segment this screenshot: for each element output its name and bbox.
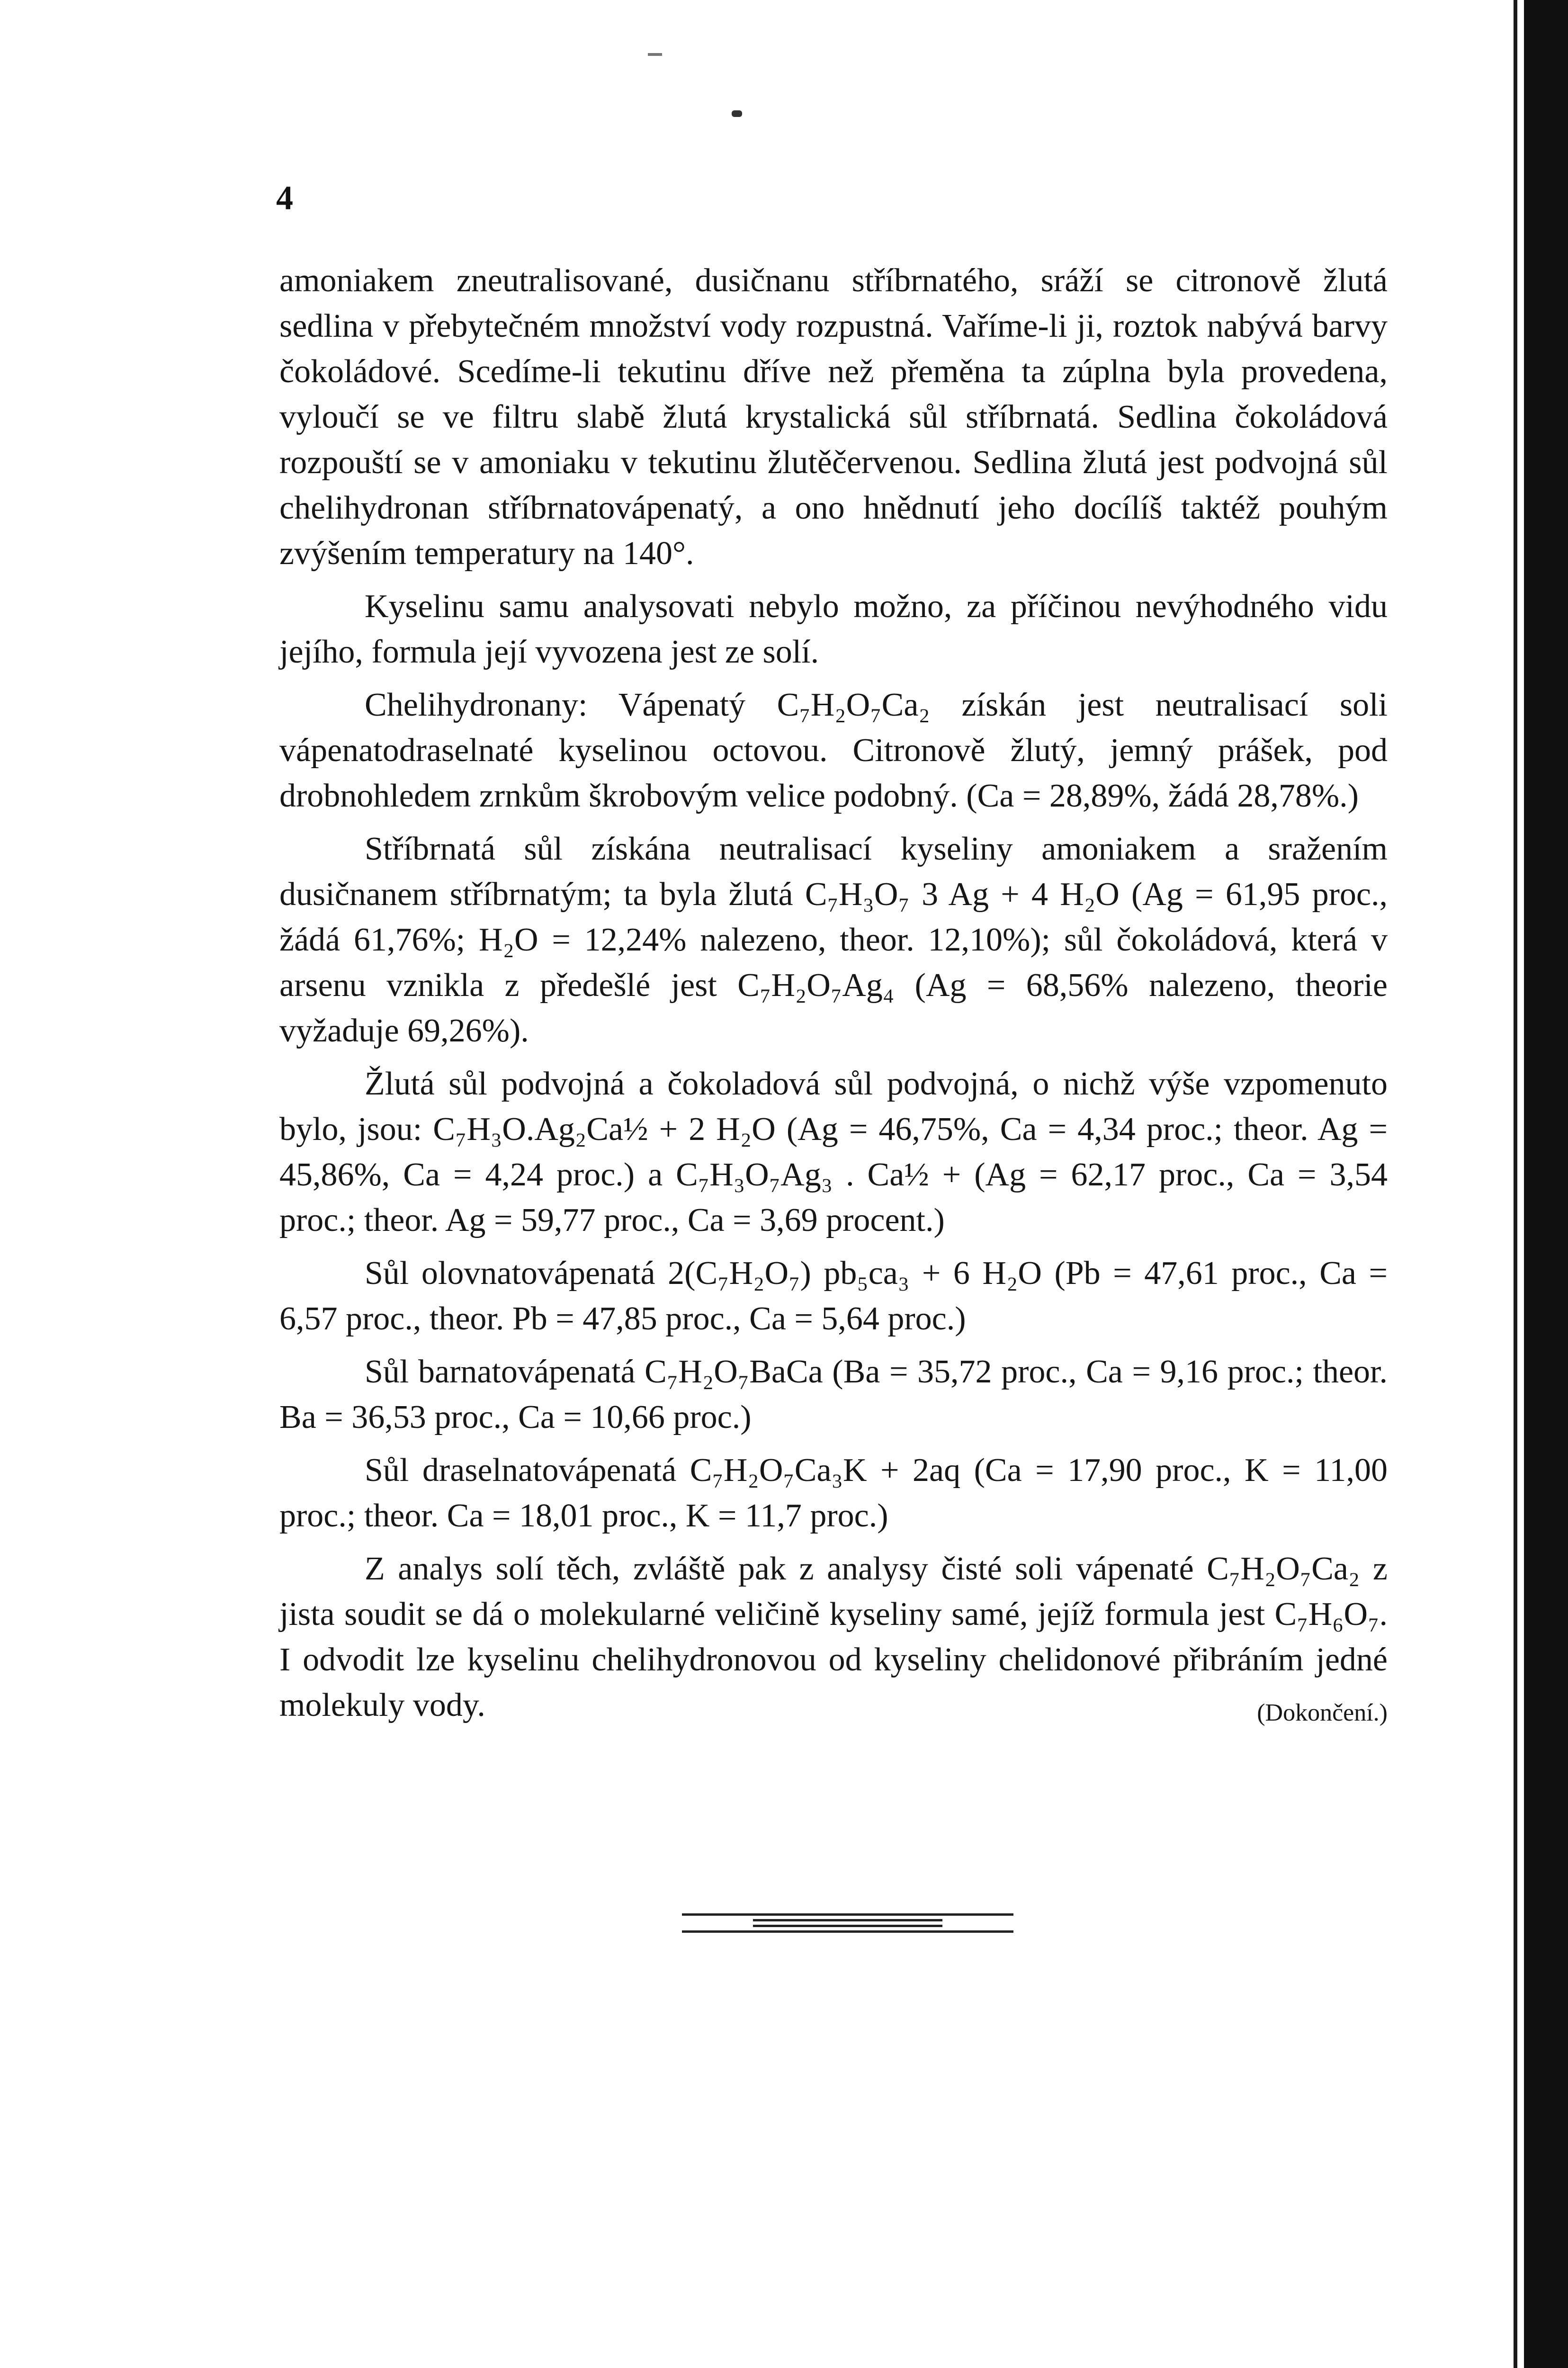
paragraph: Sůl olovnatovápenatá 2(C₇H₂O₇) pb₅ca₃ + 6 H₂O (Pb = 47,61 proc., Ca = 6,57 proc., theor. Pb = 47,85 proc., Ca = 5,64 proc.) — [279, 1255, 1388, 1337]
paragraph: amoniakem zneutralisované, dusičnanu stříbrnatého, sráží se citronově žlutá sedlina v přebytečném množství vody rozpustná. Vaříme-li ji, roztok nabývá barvy čokoládové. Scedíme-li tekutinu dříve než přeměna ta zúplna byla provedena, vyloučí se ve filtru slabě žlutá krystalická sůl stříbrnatá. Sedlina čokoládová rozpouští se v amoniaku v tekutinu žlutěčervenou. Sedlina žlutá jest podvojná sůl chelihydronan stříbrnatovápenatý, a ono hnědnutí jeho docílíš taktéž pouhým zvýšením temperatury na 140°. — [279, 262, 1388, 572]
rule-line — [682, 1930, 1013, 1933]
paragraph: Chelihydronany: Vápenatý C₇H₂O₇Ca₂ získán jest neutralisací soli vápenatodraselnaté kyselinou octovou. Citronově žlutý, jemný prášek, pod drobnohledem zrnkům škrobovým velice podobný. (Ca = 28,89%, žádá 28,78%.) — [279, 687, 1388, 814]
paragraph: Kyselinu samu analysovati nebylo možno, za příčinou nevýhodného vidu jejího, formula její vyvozena jest ze solí. — [279, 588, 1388, 670]
page-number: 4 — [276, 179, 293, 217]
scan-border-right — [1524, 0, 1568, 2368]
rule-line — [682, 1913, 1013, 1916]
scan-speck — [648, 53, 662, 56]
paragraph: Sůl barnatovápenatá C₇H₂O₇BaCa (Ba = 35,72 proc., Ca = 9,16 proc.; theor. Ba = 36,53 proc., Ca = 10,66 proc.) — [279, 1354, 1388, 1435]
end-rule — [682, 1913, 1013, 1937]
paragraph-final-text: Z analys solí těch, zvláště pak z analysy čisté soli vápenaté C₇H₂O₇Ca₂ z jista soudit se dá o molekularné veličině kyseliny samé, jejíž formula jest C₇H₆O₇. I odvodit lze kyselinu chelihydronovou od kyseliny chelidonové přibráním jedné molekuly vody. — [279, 1551, 1388, 1723]
paragraph-final — [279, 1546, 1388, 1728]
body-text — [279, 258, 1388, 1736]
to-be-continued-note: (Dokončení.) — [1257, 1699, 1388, 1726]
paragraph: Žlutá sůl podvojná a čokoladová sůl podvojná, o nichž výše vzpomenuto bylo, jsou: C₇H₃O.Ag₂Ca½ + 2 H₂O (Ag = 46,75%, Ca = 4,34 proc.; theor. Ag = 45,86%, Ca = 4,24 proc.) a C₇H₃O₇Ag₃ . Ca½ + (Ag = 62,17 proc., Ca = 3,54 proc.; theor. Ag = 59,77 proc., Ca = 3,69 procent.) — [279, 1066, 1388, 1238]
paragraph: Sůl draselnatovápenatá C₇H₂O₇Ca₃K + 2aq (Ca = 17,90 proc., K = 11,00 proc.; theor. Ca = 18,01 proc., K = 11,7 proc.) — [279, 1452, 1388, 1534]
rule-line — [753, 1925, 942, 1927]
scan-border-line — [1514, 0, 1517, 2368]
rule-line — [753, 1919, 942, 1921]
scan-speck — [732, 110, 742, 117]
paragraph: Stříbrnatá sůl získána neutralisací kyseliny amoniakem a sražením dusičnanem stříbrnatým; ta byla žlutá C₇H₃O₇ 3 Ag + 4 H₂O (Ag = 61,95 proc., žádá 61,76%; H₂O = 12,24% nalezeno, theor. 12,10%); sůl čokoládová, která v arsenu vznikla z předešlé jest C₇H₂O₇Ag₄ (Ag = 68,56% nalezeno, theorie vyžaduje 69,26%). — [279, 831, 1388, 1049]
